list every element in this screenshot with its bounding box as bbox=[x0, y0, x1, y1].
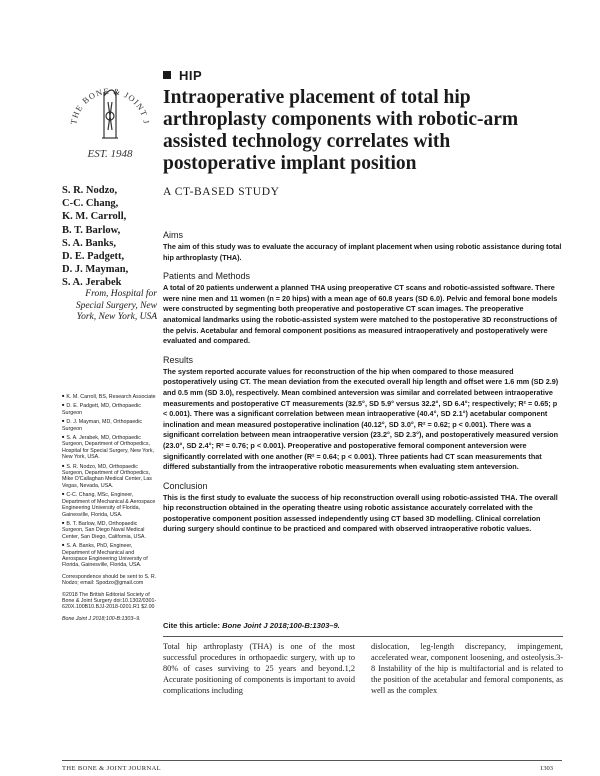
author: B. T. Barlow, bbox=[62, 224, 121, 236]
article-subtitle: A CT-BASED STUDY bbox=[163, 186, 280, 198]
aims-text: The aim of this study was to evaluate the accuracy of implant placement when using robotic assistance during total hip arthroplasty (THA). bbox=[163, 242, 562, 262]
author-note: ■ D. J. Mayman, MD, Orthopaedic Surgeon bbox=[62, 418, 158, 432]
divider bbox=[163, 636, 563, 637]
section-tag-label: HIP bbox=[179, 68, 203, 83]
author: D. J. Mayman, bbox=[62, 264, 129, 276]
methods-heading: Patients and Methods bbox=[163, 271, 251, 282]
author: S. A. Jerabek bbox=[62, 277, 122, 289]
citation-ref: Bone Joint J 2018;100-B:1303–9. bbox=[222, 621, 340, 630]
author-note: ■ D. E. Padgett, MD, Orthopaedic Surgeon bbox=[62, 402, 158, 416]
author: K. M. Carroll, bbox=[62, 211, 127, 223]
methods-text: A total of 20 patients underwent a planned THA using preoperative CT scans and robotic-assisted software. There were nine men and 11 women (n = 20 hips) with a mean age of 60.8 years (SD 6.0). Pelvic and femoral bone models were constructed by segmenting both preoperative and postoperative CT scan images. The preoperative anatomical landmarks using the robotic-assisted system were matched to the postoperative 3D reconstructions of the pelvis. Acetabular and femoral component positions as measured intraoperatively and postoperatively were evaluated and compared. bbox=[163, 283, 558, 346]
footer-journal-name: THE BONE & JOINT JOURNAL bbox=[62, 765, 162, 772]
body-column-1: Total hip arthroplasty (THA) is one of the most successful procedures in orthopaedic surgery, with up to 80% of cases surviving to 25 years and beyond.1,2 Accurate positioning of components is important to avoid complications including bbox=[163, 642, 355, 695]
journal-logo bbox=[62, 58, 158, 168]
logo-text: THE BONE & JOINT J bbox=[69, 86, 151, 126]
section-square-icon bbox=[163, 71, 171, 79]
abstract bbox=[163, 230, 563, 543]
author: S. R. Nodzo, bbox=[62, 185, 118, 196]
citation-label: Cite this article: bbox=[163, 621, 220, 630]
journal-reference: Bone Joint J 2018;100-B:1303–9. bbox=[62, 615, 141, 622]
author-note: ■ C-C. Chang, MSc, Engineer, Department of Mechanical & Aerospace Engineering University of Florida, Gainesville, Florida, USA. bbox=[62, 491, 158, 518]
logo-est: EST. 1948 bbox=[87, 148, 133, 160]
citation bbox=[163, 621, 563, 630]
author-note: ■ S. A. Banks, PhD, Engineer, Department of Mechanical and Aerospace Engineering University of Florida, Gainesville, Florida, USA. bbox=[62, 542, 158, 569]
author-list bbox=[62, 184, 157, 290]
author: C-C. Chang, bbox=[62, 198, 119, 210]
author-note: ■ S. A. Jerabek, MD, Orthopaedic Surgeon, Department of Orthopedics, Hospital for Special Surgery, New York, New York, USA. bbox=[62, 434, 158, 461]
aims-heading: Aims bbox=[163, 230, 183, 240]
conclusion-heading: Conclusion bbox=[163, 480, 208, 491]
author: D. E. Padgett, bbox=[62, 251, 125, 263]
affiliation: From, Hospital for Special Surgery, New York, New York, USA bbox=[75, 289, 157, 322]
author-note: ■ B. T. Barlow, MD, Orthopaedic Surgeon, San Diego Naval Medical Center, San Diego, California, USA. bbox=[62, 520, 158, 540]
author: S. A. Banks, bbox=[62, 237, 116, 249]
article-title: Intraoperative placement of total hip arthroplasty components with robotic-arm assisted technology correlates with postoperative implant position bbox=[163, 87, 519, 174]
author-note: ■ K. M. Carroll, BS, Research Associate bbox=[62, 393, 158, 400]
page-number: 1303 bbox=[540, 765, 553, 772]
footer-rule bbox=[62, 760, 562, 761]
author-note: ■ S. R. Nodzo, MD, Orthopaedic Surgeon, Department of Orthopedics, Mike O'Callaghan Medical Center, Las Vegas, Nevada, USA. bbox=[62, 463, 158, 490]
results-text: The system reported accurate values for reconstruction of the hip when compared to those measured postoperatively using CT. The mean deviation from the executed overall hip length and offset were 1.6 mm (SD 2.9) and 0.5 mm (SD 3.0), respectively. Mean combined anteversion was similar and correlated between intraoperative measurements and postoperative CT measurements (32.5°, SD 5.9° versus 32.2°, SD 6.4°; respectively; R² = 0.65; p < 0.001). There was a significant correlation between mean intraoperative (40.4°, SD 2.1°) acetabular component inclination and mean measured postoperative inclination (40.12°, SD 3.0°, R² = 0.62; p < 0.001). There was a significant correlation between mean intraoperative version (23.2°, SD 2.3°), and postoperatively measured version (23.0°, SD 2.4°; R² = 0.76; p < 0.001). Preoperative and postoperative femoral component anteversion were significantly correlated with one another (R² = 0.64; p < 0.001). Three patients had CT scan measurements that differed substantially from the intraoperative robotic measurements when evaluating stem anteversion. bbox=[163, 366, 559, 472]
author-notes bbox=[62, 393, 158, 622]
results-heading: Results bbox=[163, 354, 194, 365]
body-column-2: dislocation, leg-length discrepancy, impingement, accelerated wear, component loosening, and osteolysis.3-8 Instability of the hip is multifactorial and is related to the position of the acetabular and femoral components, as well as the complex bbox=[371, 642, 563, 695]
copyright: ©2018 The British Editorial Society of Bone & Joint Surgery doi:10.1302/0301-620X.100B10.BJJ-2018-0201.R1 $2.00 bbox=[62, 591, 157, 611]
conclusion-text: This is the first study to evaluate the success of hip reconstruction overall using robotic-assisted THA. The overall hip reconstruction obtained in the operating theatre using robotic assistance accurately correlated with the postoperative component position assessed independently using CT based 3D modelling. Clinical correlation during surgery should continue to be practiced and compared with observed intraoperative robotic values. bbox=[163, 492, 558, 534]
correspondence: Correspondence should be sent to S. R. Nodzo; email: Spodzo@gmail.com bbox=[62, 573, 157, 587]
section-tag bbox=[163, 68, 202, 83]
